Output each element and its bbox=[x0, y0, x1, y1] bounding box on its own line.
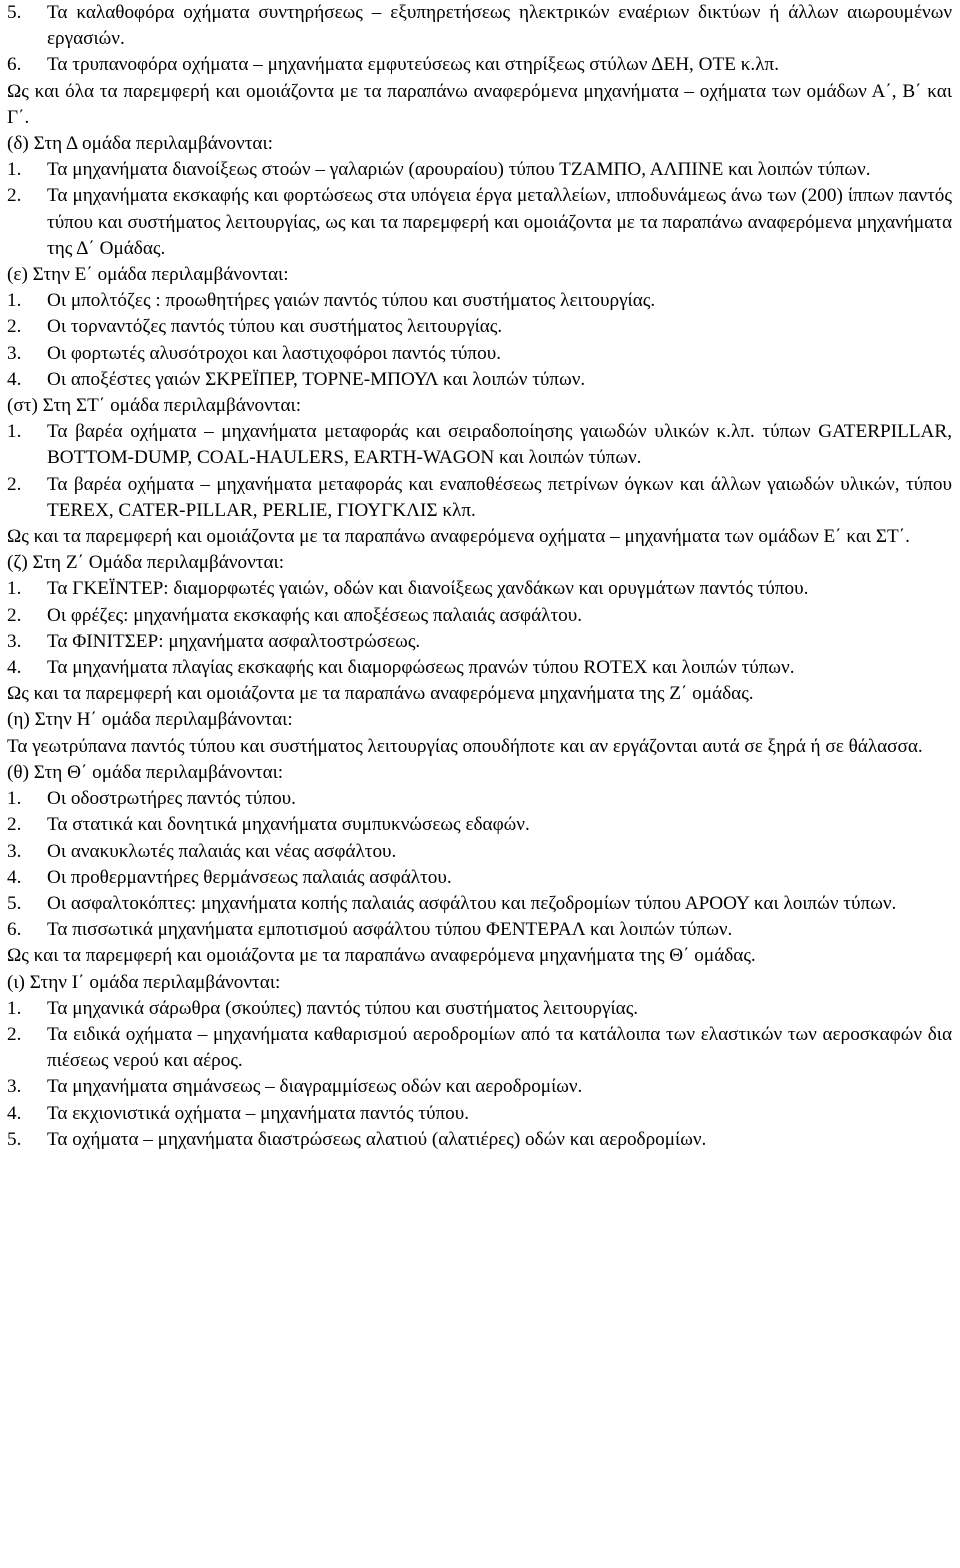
item-text: Τα ΓΚΕΪΝΤΕΡ: διαμορφωτές γαιών, οδών και διανοίξεως χανδάκων και ορυγμάτων παντός τύπου. bbox=[47, 578, 809, 600]
list-item bbox=[7, 0, 952, 52]
item-number: 2. bbox=[7, 473, 22, 495]
list-item bbox=[7, 629, 952, 655]
section-heading: (ι) Στην Ι΄ ομάδα περιλαμβάνονται: bbox=[7, 971, 281, 993]
item-number: 1. bbox=[7, 997, 22, 1019]
item-number: 5. bbox=[7, 892, 22, 914]
item-text: Τα στατικά και δονητικά μηχανήματα συμπυκνώσεως εδαφών. bbox=[47, 814, 530, 836]
item-number: 4. bbox=[7, 1102, 22, 1124]
list-item bbox=[7, 786, 952, 812]
list-item bbox=[7, 996, 952, 1022]
item-text: Τα οχήματα – μηχανήματα διαστρώσεως αλατιού (αλατιέρες) οδών και αεροδρομίων. bbox=[47, 1128, 707, 1150]
item-text: Τα μηχανήματα σημάνσεως – διαγραμμίσεως οδών και αεροδρομίων. bbox=[47, 1076, 583, 1098]
list-item bbox=[7, 314, 952, 340]
list-item bbox=[7, 472, 952, 524]
list-item bbox=[7, 576, 952, 602]
list-item bbox=[7, 288, 952, 314]
list-item bbox=[7, 1022, 952, 1074]
item-text: Τα τρυπανοφόρα οχήματα – μηχανήματα εμφυτεύσεως και στηρίξεως στύλων ΔΕΗ, ΟΤΕ κ.λπ. bbox=[47, 54, 779, 76]
item-number: 6. bbox=[7, 54, 22, 76]
list-item bbox=[7, 1127, 952, 1153]
list-item bbox=[7, 655, 952, 681]
item-text: Τα μηχανικά σάρωθρα (σκούπες) παντός τύπου και συστήματος λειτουργίας. bbox=[47, 997, 639, 1019]
item-number: 4. bbox=[7, 657, 22, 679]
item-text: Τα καλαθοφόρα οχήματα συντηρήσεως – εξυπηρετήσεως ηλεκτρικών εναέριων δικτύων ή άλλων αιωρουμένων εργασιών. bbox=[47, 2, 952, 50]
item-number: 3. bbox=[7, 840, 22, 862]
item-number: 3. bbox=[7, 630, 22, 652]
section-heading: (στ) Στη ΣΤ΄ ομάδα περιλαμβάνονται: bbox=[7, 395, 302, 417]
list-item bbox=[7, 341, 952, 367]
item-text: Οι προθερμαντήρες θερμάνσεως παλαιάς ασφάλτου. bbox=[47, 866, 452, 888]
list-item bbox=[7, 1101, 952, 1127]
list-item bbox=[7, 865, 952, 891]
paragraph: Ως και τα παρεμφερή και ομοιάζοντα με τα παραπάνω αναφερόμενα οχήματα – μηχανήματα των ομάδων Ε΄ και ΣΤ΄. bbox=[7, 526, 910, 548]
list-item bbox=[7, 1074, 952, 1100]
list-item bbox=[7, 812, 952, 838]
item-text: Τα μηχανήματα πλαγίας εκσκαφής και διαμορφώσεως πρανών τύπου ROTEX και λοιπών τύπων. bbox=[47, 657, 795, 679]
item-text: Τα μηχανήματα διανοίξεως στοών – γαλαριών (αρουραίου) τύπου ΤΖΑΜΠΟ, ΑΛΠΙΝΕ και λοιπών τύπων. bbox=[47, 159, 871, 181]
item-text: Οι φορτωτές αλυσότροχοι και λαστιχοφόροι παντός τύπου. bbox=[47, 342, 502, 364]
section-heading: (ε) Στην Ε΄ ομάδα περιλαμβάνονται: bbox=[7, 264, 289, 286]
item-text: Οι μπολτόζες : προωθητήρες γαιών παντός τύπου και συστήματος λειτουργίας. bbox=[47, 290, 656, 312]
paragraph: Ως και τα παρεμφερή και ομοιάζοντα με τα παραπάνω αναφερόμενα μηχανήματα της Θ΄ ομάδας. bbox=[7, 945, 756, 967]
item-text: Οι ανακυκλωτές παλαιάς και νέας ασφάλτου. bbox=[47, 840, 397, 862]
item-text: Τα μηχανήματα εκσκαφής και φορτώσεως στα υπόγεια έργα μεταλλείων, ιπποδυνάμεως άνω των (200) ίππων παντός τύπου και συστήματος λειτουργίας, ως και τα παρεμφερή και ομοιάζοντα με τα παραπάνω αναφερόμενα μηχανήματα της Δ΄ Ομάδας. bbox=[47, 185, 952, 259]
item-number: 5. bbox=[7, 1128, 22, 1150]
item-number: 4. bbox=[7, 368, 22, 390]
item-number: 2. bbox=[7, 814, 22, 836]
item-text: Τα βαρέα οχήματα – μηχανήματα μεταφοράς και εναποθέσεως πετρίνων όγκων και άλλων γαιωδών υλικών, τύπου TEREX, CATER-PILLAR, PERLIE, ΓΙΟΥΓΚΛΙΣ κλπ. bbox=[47, 473, 952, 521]
item-number: 1. bbox=[7, 421, 22, 443]
item-number: 3. bbox=[7, 1076, 22, 1098]
list-item bbox=[7, 419, 952, 471]
item-number: 2. bbox=[7, 604, 22, 626]
item-number: 4. bbox=[7, 866, 22, 888]
list-item bbox=[7, 603, 952, 629]
item-number: 1. bbox=[7, 578, 22, 600]
item-text: Οι οδοστρωτήρες παντός τύπου. bbox=[47, 788, 296, 810]
list-item bbox=[7, 891, 952, 917]
section-heading: (η) Στην Η΄ ομάδα περιλαμβάνονται: bbox=[7, 709, 293, 731]
item-number: 5. bbox=[7, 2, 22, 23]
item-number: 2. bbox=[7, 316, 22, 338]
item-number: 2. bbox=[7, 185, 22, 207]
paragraph: Τα γεωτρύπανα παντός τύπου και συστήματος λειτουργίας οπουδήποτε και αν εργάζονται αυτά σε ξηρά ή σε θάλασσα. bbox=[7, 735, 923, 757]
item-text: Τα εκχιονιστικά οχήματα – μηχανήματα παντός τύπου. bbox=[47, 1102, 470, 1124]
item-number: 3. bbox=[7, 342, 22, 364]
paragraph: Ως και τα παρεμφερή και ομοιάζοντα με τα παραπάνω αναφερόμενα μηχανήματα της Ζ΄ ομάδας. bbox=[7, 683, 754, 705]
item-number: 1. bbox=[7, 159, 22, 181]
list-item bbox=[7, 52, 952, 78]
list-item bbox=[7, 367, 952, 393]
list-item bbox=[7, 183, 952, 262]
item-text: Τα ΦΙΝΙΤΣΕΡ: μηχανήματα ασφαλτοστρώσεως. bbox=[47, 630, 421, 652]
section-heading: (θ) Στη Θ΄ ομάδα περιλαμβάνονται: bbox=[7, 761, 284, 783]
list-item bbox=[7, 917, 952, 943]
item-text: Οι τορναντόζες παντός τύπου και συστήματος λειτουργίας. bbox=[47, 316, 503, 338]
section-heading: (ζ) Στη Ζ΄ Ομάδα περιλαμβάνονται: bbox=[7, 552, 285, 574]
paragraph: Ως και όλα τα παρεμφερή και ομοιάζοντα με τα παραπάνω αναφερόμενα μηχανήματα – οχήματα των ομάδων Α΄, Β΄ και Γ΄. bbox=[7, 80, 952, 128]
item-text: Τα ειδικά οχήματα – μηχανήματα καθαρισμού αεροδρομίων από τα κατάλοιπα των ελαστικών των αεροσκαφών δια πιέσεως νερού και αέρος. bbox=[47, 1023, 952, 1072]
item-number: 1. bbox=[7, 788, 22, 810]
list-item bbox=[7, 157, 952, 183]
item-number: 2. bbox=[7, 1023, 22, 1045]
item-number: 1. bbox=[7, 290, 22, 312]
item-text: Οι φρέζες: μηχανήματα εκσκαφής και αποξέσεως παλαιάς ασφάλτου. bbox=[47, 604, 583, 626]
item-text: Οι ασφαλτοκόπτες: μηχανήματα κοπής παλαιάς ασφάλτου και πεζοδρομίων τύπου ΑΡΟΟΥ και λοιπών τύπων. bbox=[47, 892, 897, 914]
item-text: Τα πισσωτικά μηχανήματα εμποτισμού ασφάλτου τύπου ΦΕΝΤΕΡΑΛ και λοιπών τύπων. bbox=[47, 919, 733, 941]
section-heading: (δ) Στη Δ ομάδα περιλαμβάνονται: bbox=[7, 133, 273, 155]
item-text: Τα βαρέα οχήματα – μηχανήματα μεταφοράς και σειραδοποίησης γαιωδών υλικών κ.λπ. τύπων GATERPILLAR, BOTTOM-DUMP, COAL-HAULERS, EARTH-WAGON και λοιπών τύπων. bbox=[47, 421, 952, 469]
item-text: Οι αποξέστες γαιών ΣΚΡΕΪΠΕΡ, ΤΟΡΝΕ-ΜΠΟΥΛ και λοιπών τύπων. bbox=[47, 368, 586, 390]
list-item bbox=[7, 839, 952, 865]
item-number: 6. bbox=[7, 919, 22, 941]
